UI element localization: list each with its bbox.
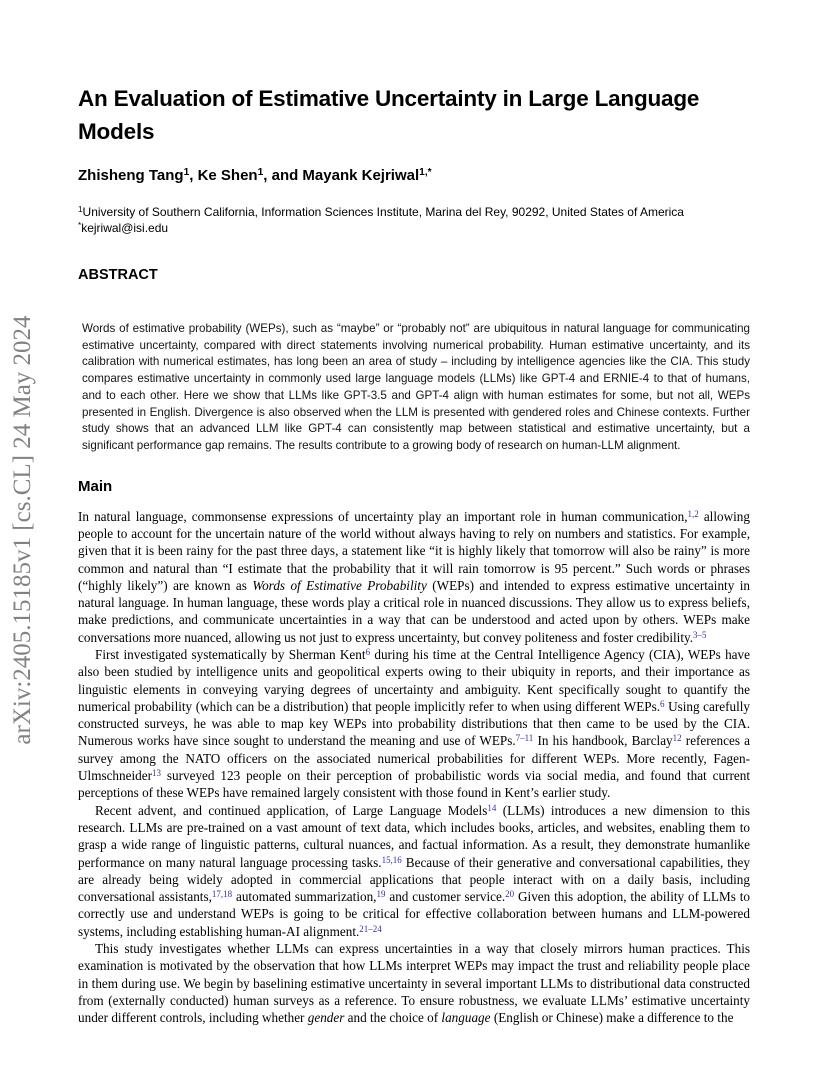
main-section-heading: Main xyxy=(78,477,113,495)
main-paragraph-2: First investigated systematically by Sherman Kent$^6$ during his time at the Central Intelligence Agency (CIA), WEPs have also been studied by intelligence units and geopolitical experts owing to their ubiquity in reports, and their importance as linguistic elements in conveying varying degrees of uncertainty and ambiguity. Kent specifically sought to quantify the numerical probability (which can be a distribution) that people implicitly refer to when using different WEPs.$^6$ Using carefully constructed surveys, he was able to map key WEPs into probability distributions that then came to be used by the CIA. Numerous works have since sought to understand the meaning and use of WEPs.$^{7-11}$ In his handbook, Barclay$^{12}$ references a survey among the NATO officers on the associated numerical probabilities for different WEPs. More recently, Fagen-Ulmschneider$^{13}$ surveyed 123 people on their perception of probabilistic words via social media, and found that current perceptions of these WEPs have remained largely consistent with those found in Kent’s earlier study. xyxy=(78,646,750,801)
abstract-text: Words of estimative probability (WEPs), such as “maybe” or “probably not” are ubiquitous in natural language for communicating estimative uncertainty, compared with direct statements involving numerical probability. Human estimative uncertainty, and its calibration with numerical estimates, has long been an area of study – including by intelligence agencies like the CIA. This study compares estimative uncertainty in commonly used large language models (LLMs) like GPT-4 and ERNIE-4 to that of humans, and to each other. Here we show that LLMs like GPT-3.5 and GPT-4 align with human estimates for some, but not all, WEPs presented in English. Divergence is also observed when the LLM is presented with gendered roles and Chinese contexts. Further study shows that an advanced LLM like GPT-4 can consistently map between statistical and estimative uncertainty, but a significant performance gap remains. The results contribute to a growing body of research on human-LLM alignment. xyxy=(82,322,750,452)
content-column xyxy=(78,0,750,1027)
main-paragraph-3: Recent advent, and continued application, of Large Language Models$^{14}$ (LLMs) introduces a new dimension to this research. LLMs are pre-trained on a vast amount of text data, which includes books, articles, and websites, enabling them to grasp a wide range of linguistic patterns, cultural nuances, and factual information. As a result, they demonstrate humanlike performance on many natural language processing tasks.$^{15,16}$ Because of their generative and conversational capabilities, they are already being widely adopted in commercial applications that people interact with on a daily basis, including conversational assistants,$^{17,18}$ automated summarization,$^{19}$ and customer service.$^{20}$ Given this adoption, the ability of LLMs to correctly use and understand WEPs is going to be critical for effective collaboration between humans and LLM-powered systems, including establishing human-AI alignment.$^{21-24}$ xyxy=(78,802,750,939)
authors-line: Zhisheng Tang$^1$, Ke Shen$^1$, and Mayank Kejriwal$^{1,*}$ xyxy=(78,167,432,184)
affiliation-line: $^1$University of Southern California, Information Sciences Institute, Marina del Rey, 90292, United States of America xyxy=(78,205,684,219)
main-body xyxy=(78,508,750,1027)
paper-title: An Evaluation of Estimative Uncertainty in Large Language Models xyxy=(78,86,700,144)
main-paragraph-4: This study investigates whether LLMs can express uncertainties in a way that closely mirrors human practices. This examination is motivated by the observation that how LLMs interpret WEPs may impact the trust and reliability people place in them during use. We begin by baselining estimative uncertainty in several important LLMs to distributional data constructed from (externally conducted) human surveys as a reference. To ensure robustness, we evaluate LLMs’ estimative uncertainty under different controls, including whether gender and the choice of language (English or Chinese) make a difference to the xyxy=(78,941,750,1026)
arxiv-watermark: arXiv:2405.15185v1 [cs.CL] 24 May 2024 xyxy=(9,315,36,745)
email-line: *kejriwal@isi.edu xyxy=(78,220,169,235)
abstract-heading: ABSTRACT xyxy=(78,267,158,283)
main-paragraph-1: In natural language, commonsense expressions of uncertainty play an important role in human communication,$^{1,2}$ allowing people to account for the uncertain nature of the world without always having to rely on numbers and statistics. For example, given that it is been rainy for the past three days, a statement like “it is highly likely that tomorrow will also be rainy” is more common and natural than “I estimate that the probability that it will rain tomorrow is 95 percent.” Such words or phrases (“highly likely”) are known as Words of Estimative Probability (WEPs) and intended to express estimative uncertainty in natural language. In human language, these words play a critical role in nuanced discussions. They allow us to express beliefs, make predictions, and communicate uncertainties in a way that can be understood and acted upon by others. WEPs make conversations more nuanced, allowing us not just to express uncertainty, but convey politeness and foster credibility.$^{3-5}$ xyxy=(78,508,750,645)
